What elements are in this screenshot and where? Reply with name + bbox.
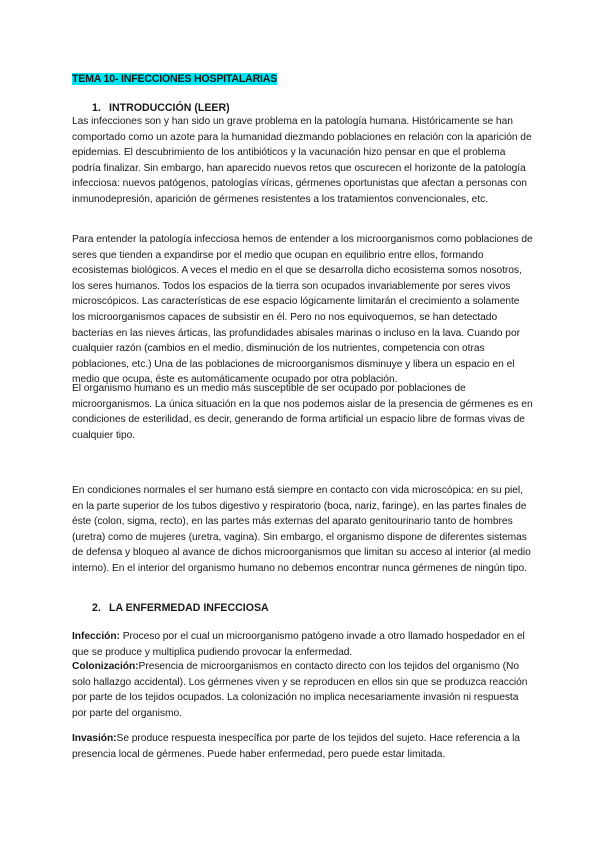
document-title-text: TEMA 10- INFECCIONES HOSPITALARIAS: [72, 73, 278, 85]
definition-term: Invasión:: [72, 733, 117, 744]
definition-text: Presencia de microorganismos en contacto directo con los tejidos del organismo (No solo hallazgo accidental). Los gérmenes viven y se reproducen en ellos sin que se produzca reacción por parte de los tejidos ocupados. La colonización no implica necesariamente invasión ni respuesta por parte del organismo.: [72, 661, 528, 719]
definition-term: Colonización:: [72, 661, 139, 672]
document-title: [72, 72, 277, 86]
definition-colonizacion: [72, 659, 534, 721]
paragraph: El organismo humano es un medio más susceptible de ser ocupado por poblaciones de microorganismos. La única situación en la que nos podemos aislar de la presencia de gérmenes es en condiciones de esterilidad, es decir, generando de forma artificial un espacio libre de formas vivas de cualquier tipo.: [72, 383, 533, 441]
section-heading-enfermedad-infecciosa: [92, 601, 269, 615]
paragraph: Las infecciones son y han sido un grave problema en la patología humana. Históricamente se han comportado como un azote para la humanidad diezmando poblaciones en relación con la aparición de epidemias. El descubrimiento de los antibióticos y la vacunación hizo pensar en que el problema podría finalizar. Sin embargo, han aparecido nuevos retos que oscurecen el horizonte de la patología infecciosa: nuevos patógenos, patologías víricas, gérmenes oportunistas que afectan a personas con inmunodepresión, aparición de gérmenes resistentes a los tratamientos convencionales, etc.: [72, 116, 532, 205]
section-heading-introduccion: [92, 101, 230, 115]
section-number: 2.: [92, 602, 101, 614]
section-number: 1.: [92, 102, 101, 114]
section-title: INTRODUCCIÓN (LEER): [109, 102, 230, 114]
paragraph: Para entender la patología infecciosa hemos de entender a los microorganismos como poblaciones de seres que tienden a expandirse por el medio que ocupan en equilibrio entre ellos, formando ecosistemas biológicos. A veces el medio en el que se desarrolla dicho ecosistema somos nosotros, los seres humanos. Todos los espacios de la tierra son ocupados invariablemente por seres vivos microscópicos. Las características de ese espacio lógicamente limitarán el crecimiento a solamente los microorganismos capaces de subsistir en él. Pero no nos equivoquemos, se han detectado bacterias en las nieves árticas, las profundidades abisales marinas o incluso en la lava. Cuando por cualquier razón (cambios en el medio, disminución de los nutrientes, competencia con otras poblaciones, etc.) Una de las poblaciones de microorganismos disminuye y libera un espacio en el medio que ocupa, éste es automáticamente ocupado por otra población.: [72, 234, 533, 386]
definition-text: Se produce respuesta inespecífica por parte de los tejidos del sujeto. Hace referencia a la presencia local de gérmenes. Puede haber enfermedad, pero puede estar limitada.: [72, 733, 520, 760]
definition-infeccion: [72, 629, 534, 660]
definition-term: Infección:: [72, 631, 120, 642]
section-title: LA ENFERMEDAD INFECCIOSA: [109, 602, 269, 614]
definition-text: Proceso por el cual un microorganismo patógeno invade a otro llamado hospedador en el que se produce y multiplica pudiendo provocar la enfermedad.: [72, 631, 525, 658]
paragraph: En condiciones normales el ser humano está siempre en contacto con vida microscópica: en su piel, en la parte superior de los tubos digestivo y respiratorio (boca, nariz, faringe), en las partes finales de éste (colon, sigma, recto), en las partes más externas del aparato genitourinario tanto de hombres (uretra) como de mujeres (uretra, vagina). Sin embargo, el organismo dispone de diferentes sistemas de defensa y bloqueo al avance de dichos microorganismos que limitan su acceso al interior (al medio interno). En el interior del organismo humano no debemos encontrar nunca gérmenes de ningún tipo.: [72, 485, 531, 574]
definition-invasion: [72, 731, 534, 762]
